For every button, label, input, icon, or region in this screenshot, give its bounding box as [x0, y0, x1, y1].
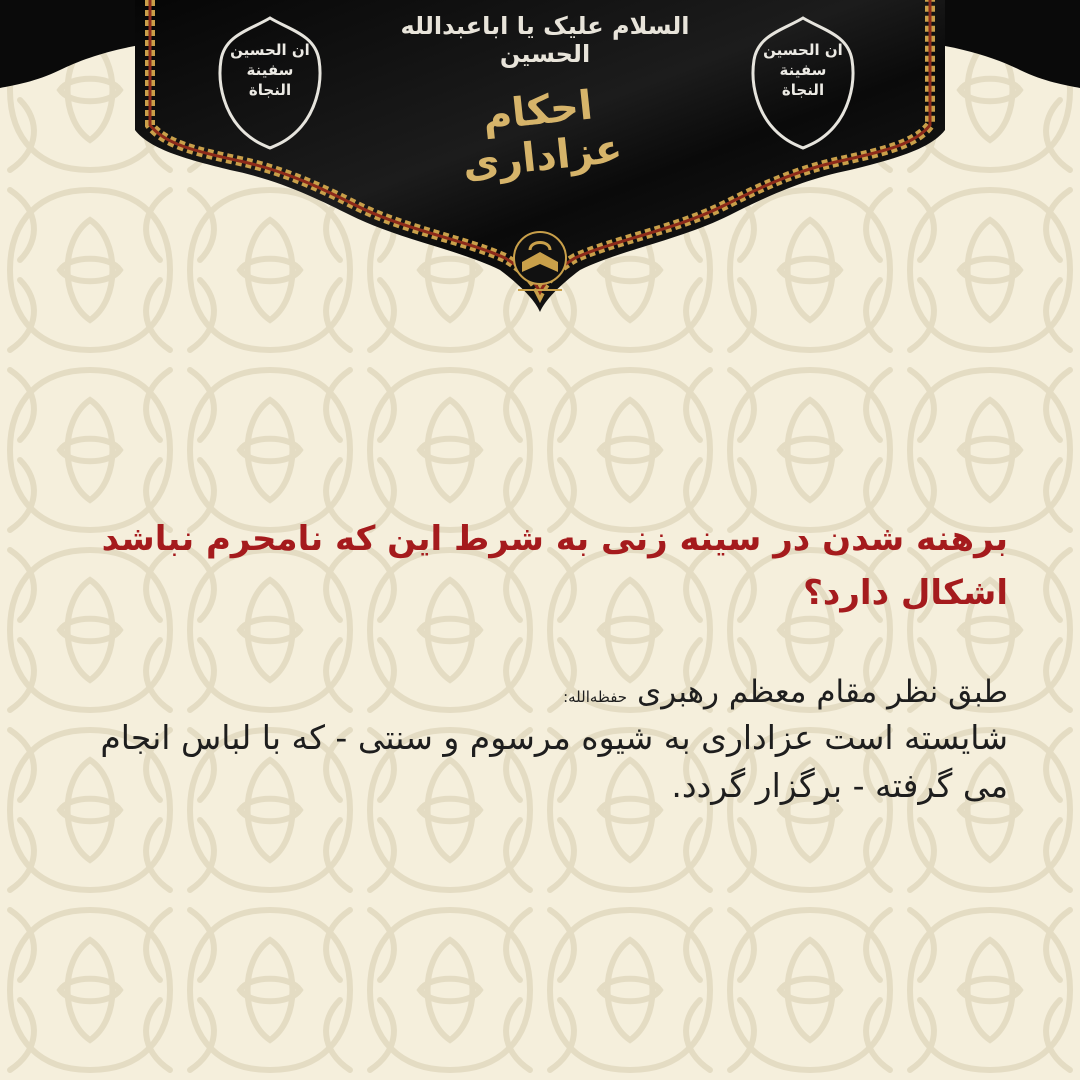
question-text: برهنه شدن در سینه زنی به شرط این که نامحرم نباشد اشکال دارد؟ [101, 519, 1008, 613]
answer-intro-text: طبق نظر مقام معظم رهبری [636, 674, 1008, 710]
answer-honorific: حفظه‌الله: [563, 688, 628, 706]
header-title: احکام عزاداری [460, 82, 625, 189]
header-salutation: السلام علیک یا اباعبدالله الحسین [400, 12, 690, 68]
answer-intro [78, 670, 1008, 719]
answer-text: شایسته است عزاداری به شیوه مرسوم و سنتی - که با لباس انجام می گرفته - برگزار گردد. [100, 718, 1008, 805]
medallion-calligraphy-right: ان الحسین سفینة النجاة [763, 41, 843, 99]
medallion-calligraphy-left: ان الحسین سفینة النجاة [230, 41, 310, 99]
